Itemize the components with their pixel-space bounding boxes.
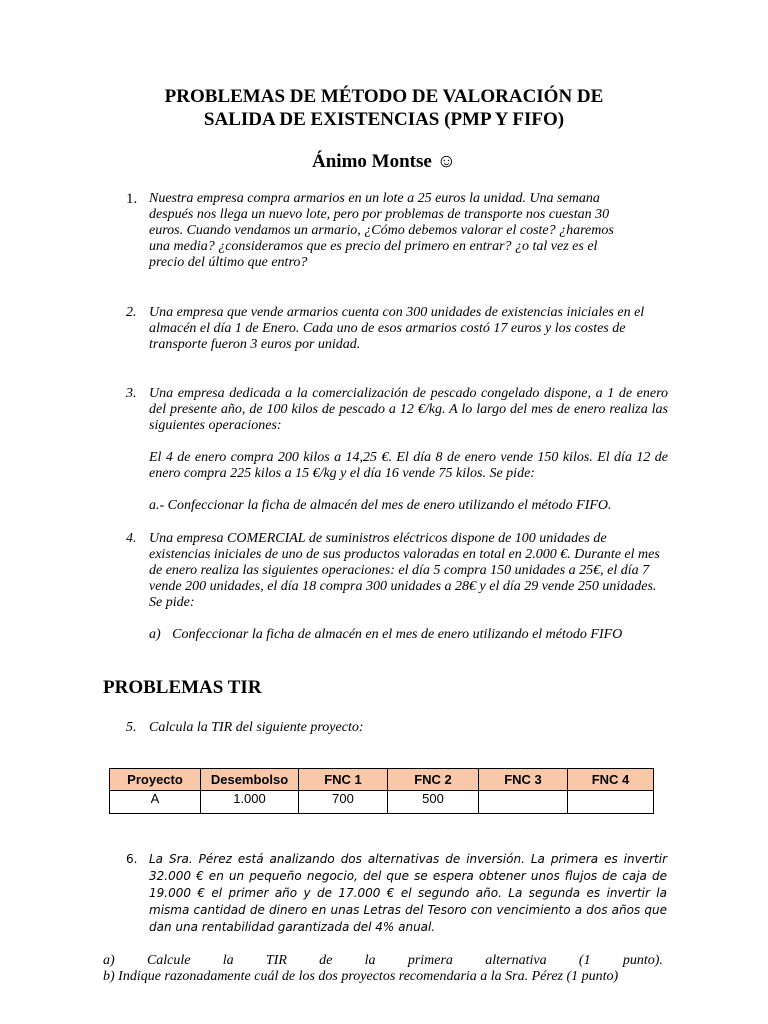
document-title	[90, 85, 678, 131]
table-cell: 700	[299, 791, 388, 814]
table-cell	[479, 791, 568, 814]
problem-5-number: 5.	[126, 720, 137, 735]
problem-3-task: a.- Confeccionar la ficha de almacén del mes de enero utilizando el método FIFO.	[149, 498, 612, 513]
subtitle: Ánimo Montse ☺	[312, 151, 456, 172]
table-header-cell: FNC 4	[568, 769, 654, 791]
problem-3	[126, 386, 668, 434]
title-line-1: PROBLEMAS DE MÉTODO DE VALORACIÓN DE	[164, 86, 604, 107]
part-a-word: alternativa	[485, 953, 547, 968]
problem-1-line: una media? ¿consideramos que es precio del primero en entrar? ¿o tal vez es el	[149, 239, 598, 254]
problem-4-task-text: Confeccionar la ficha de almacén en el mes de enero utilizando el método FIFO	[172, 627, 623, 642]
table-header-cell: Desembolso	[201, 769, 299, 791]
part-a-word: Calcule	[146, 953, 191, 968]
part-a-word: la	[222, 953, 234, 968]
problem-2-text: Una empresa que vende armarios cuenta con 300 unidades de existencias iniciales en el almacén el día 1 de Enero. Cada uno de esos armarios costó 17 euros y los costes de transporte fueron 3 euros por unidad.	[149, 305, 645, 352]
table-header-row	[110, 769, 654, 791]
problem-4-task	[149, 627, 689, 643]
problem-1-number: 1.	[126, 191, 138, 207]
part-a-word: punto).	[622, 953, 663, 968]
project-table	[109, 768, 654, 814]
problem-3-text: Una empresa dedicada a la comercialización de pescado congelado dispone, a 1 de enero del presente año, de 100 kilos de pescado a 12 €/kg. A lo largo del mes de enero realiza las siguientes operaciones:	[149, 386, 668, 433]
table-header-cell: Proyecto	[110, 769, 201, 791]
table-cell	[568, 791, 654, 814]
problem-6-text: La Sra. Pérez está analizando dos alternativas de inversión. La primera es invertir 32.000 € en un pequeño negocio, del que se espera obtener unos flujos de caja de 19.000 € el primer año y de 17.000 € el segundo año. La segunda es invertir la misma cantidad de dinero en unas Letras del Tesoro con vencimiento a dos años que dan una rentabilidad garantizada del 4% anual.	[149, 852, 667, 934]
problem-1-line: Nuestra empresa compra armarios en un lote a 25 euros la unidad. Una semana	[149, 191, 600, 206]
part-a-word: (1	[578, 953, 591, 968]
problem-4-text: Una empresa COMERCIAL de suministros eléctricos dispone de 100 unidades de existencias iniciales de uno de sus productos valoradas en total en 2.000 €. Durante el mes de enero realiza las siguientes operaciones: el día 5 compra 150 unidades a 25€, el día 7 vende 200 unidades, el día 18 compra 300 unidades a 28€ y el día 29 vende 250 unidades. Se pide:	[149, 531, 660, 610]
problem-1	[126, 191, 668, 271]
problem-1-text	[149, 191, 668, 271]
table-row	[110, 791, 654, 814]
table-cell: A	[110, 791, 201, 814]
table-cell: 1.000	[201, 791, 299, 814]
table-header-cell: FNC 1	[299, 769, 388, 791]
problem-1-line: euros. Cuando vendamos un armario, ¿Cómo debemos valorar el coste? ¿haremos	[149, 223, 614, 238]
table-header-cell: FNC 3	[479, 769, 568, 791]
problem-6-part-a	[103, 953, 663, 969]
problem-4	[126, 531, 668, 611]
problem-1-line: precio del último que entro?	[149, 255, 308, 270]
part-a-word: TIR	[265, 953, 287, 968]
problem-6-part-b: b) Indique razonadamente cuál de los dos proyectos recomendaria a la Sra. Pérez (1 punto)	[103, 969, 619, 984]
problem-6-number: 6.	[126, 852, 138, 866]
part-a-word: a)	[103, 953, 115, 968]
part-a-word: primera	[407, 953, 453, 968]
table-cell: 500	[388, 791, 479, 814]
problem-4-number: 4.	[126, 531, 137, 546]
section-heading-tir: PROBLEMAS TIR	[103, 677, 262, 698]
table-header-cell: FNC 2	[388, 769, 479, 791]
problem-1-line: después nos llega un nuevo lote, pero por problemas de transporte nos cuestan 30	[149, 207, 610, 222]
part-a-word: de	[319, 953, 333, 968]
title-line-2: SALIDA DE EXISTENCIAS (PMP Y FIFO)	[203, 109, 565, 130]
problem-2-number: 2.	[126, 305, 137, 320]
problem-4-task-letter: a)	[149, 627, 161, 642]
problem-2	[126, 305, 668, 353]
problem-3-number: 3.	[126, 386, 137, 401]
problem-3-operations: El 4 de enero compra 200 kilos a 14,25 €. El día 8 de enero vende 150 kilos. El día 12 de enero compra 225 kilos a 15 €/kg y el día 16 vende 75 kilos. Se pide:	[149, 450, 668, 481]
problem-5	[126, 720, 668, 736]
problem-5-text: Calcula la TIR del siguiente proyecto:	[149, 720, 364, 735]
part-a-word: la	[364, 953, 376, 968]
